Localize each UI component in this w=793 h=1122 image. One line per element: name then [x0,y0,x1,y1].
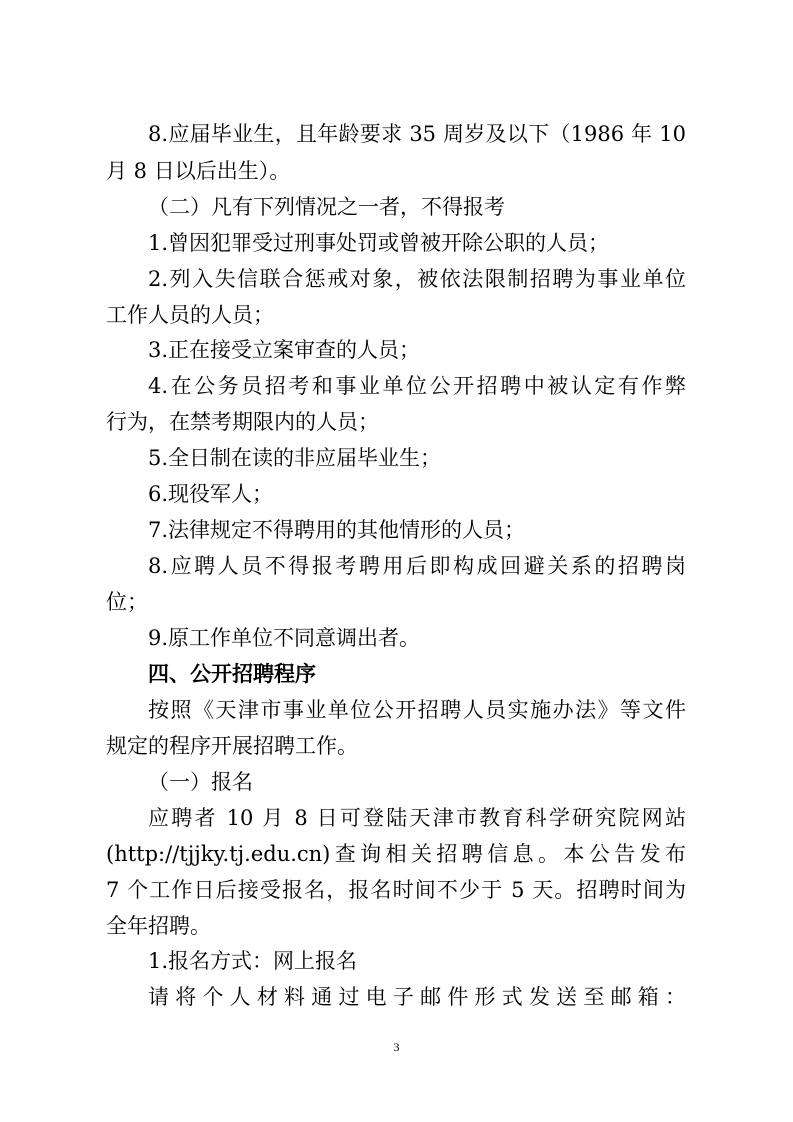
list-item: 5.全日制在读的非应届毕业生； [148,446,442,470]
paragraph-line: (http://tjjky.tj.edu.cn)查询相关招聘信息。本公告发布 [106,842,686,866]
list-item: 1.曾因犯罪受过刑事处罚或曾被开除公职的人员； [148,231,610,255]
list-item: 2.列入失信联合惩戒对象，被依法限制招聘为事业单位 [148,267,686,291]
page-number: 3 [393,1040,400,1054]
section-subheading: （一）报名 [148,770,253,794]
list-item: 9.原工作单位不同意调出者。 [148,626,421,650]
list-item: 4.在公务员招考和事业单位公开招聘中被认定有作弊 [148,374,686,398]
list-item: 1.报名方式：网上报名 [148,949,358,973]
paragraph-line: 全年招聘。 [106,914,211,938]
paragraph-line: 7 个工作日后接受报名，报名时间不少于 5 天。招聘时间为 [106,878,686,902]
paragraph-line: 规定的程序开展招聘工作。 [106,734,358,758]
section-subheading: （二）凡有下列情况之一者，不得报考 [148,195,505,219]
paragraph-line: 应聘者 10 月 8 日可登陆天津市教育科学研究院网站 [148,806,686,830]
list-item-continued: 行为，在禁考期限内的人员； [106,410,379,434]
paragraph-line: 月 8 日以后出生）。 [106,159,291,183]
paragraph-line: 按照《天津市事业单位公开招聘人员实施办法》等文件 [148,698,686,722]
list-item: 6.现役军人； [148,482,274,506]
paragraph-line: 8.应届毕业生，且年龄要求 35 周岁及以下（1986 年 10 [148,122,686,146]
list-item-continued: 位； [106,590,148,614]
section-heading: 四、公开招聘程序 [148,662,316,686]
list-item: 8.应聘人员不得报考聘用后即构成回避关系的招聘岗 [148,554,686,578]
list-item: 3.正在接受立案审查的人员； [148,338,421,362]
paragraph-line: 请将个人材料通过电子邮件形式发送至邮箱： [148,985,686,1009]
list-item-continued: 工作人员的人员； [106,303,274,327]
list-item: 7.法律规定不得聘用的其他情形的人员； [148,518,526,542]
